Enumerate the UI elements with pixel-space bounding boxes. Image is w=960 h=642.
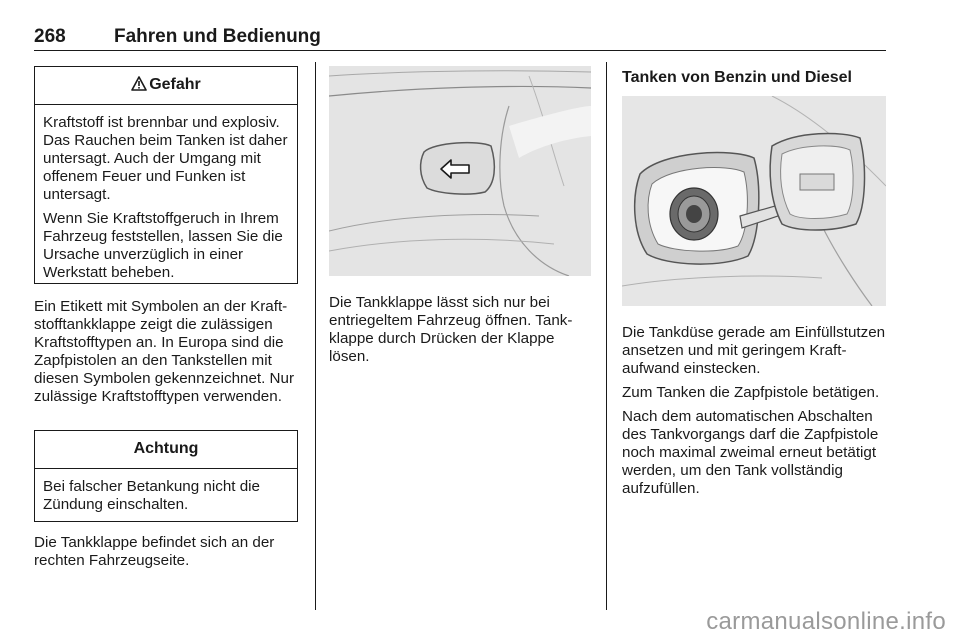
section-heading: Tanken von Benzin und Diesel — [622, 69, 852, 86]
caution-box-header — [35, 431, 297, 469]
refuel-paragraph: Die Tankdüse gerade am Einfüllstutzen ansetzen und mit geringem Kraftaufwand einstecken. — [622, 324, 886, 377]
danger-box-header — [35, 67, 297, 105]
page-number: 268 — [34, 26, 66, 47]
danger-box-title: Gefahr — [149, 76, 201, 93]
column-divider — [315, 62, 316, 610]
fuel-label-text: Ein Etikett mit Symbolen an der Kraftstofftankklappe zeigt die zulässigen Kraftstofftypen an. In Europa sind die Zapfpistolen an den Tankstellen mit diesen Symbolen gekennzeichnet. Nur zulässige Kraftstofftypen verwenden. — [34, 298, 295, 405]
fuel-door-open-text: Die Tankklappe lässt sich nur bei entriegeltem Fahrzeug öffnen. Tankklappe durch Drücken der Klappe lösen. — [329, 294, 573, 365]
danger-box — [34, 66, 298, 284]
column-divider — [606, 62, 607, 610]
caution-paragraph: Bei falscher Betankung nicht die Zündung einschalten. — [43, 478, 260, 513]
watermark: carmanualsonline.info — [706, 608, 946, 635]
page-header — [34, 26, 886, 51]
fuel-door-location-text: Die Tankklappe befindet sich an der rechten Fahrzeugseite. — [34, 534, 275, 569]
page-title: Fahren und Bedienung — [114, 26, 321, 47]
refuel-paragraph: Zum Tanken die Zapfpistole betätigen. — [622, 384, 880, 401]
fuel-door-closed-illustration — [329, 66, 591, 276]
refuel-paragraph: Nach dem automatischen Abschalten des Tankvorgangs darf die Zapfpistole noch maximal zweimal erneut betätigt werden, um den Tank vollständig aufzufüllen. — [622, 408, 879, 497]
caution-box-title: Achtung — [133, 440, 199, 457]
fuel-door-open-illustration — [622, 96, 886, 306]
danger-paragraph: Wenn Sie Kraftstoffgeruch in Ihrem Fahrzeug feststellen, lassen Sie die Ursache unverzüglich in einer Werkstatt beheben. — [43, 210, 283, 281]
warning-triangle-icon — [131, 76, 147, 91]
caution-box — [34, 430, 298, 522]
car-side-fuel-door-icon — [329, 66, 591, 276]
danger-paragraph: Kraftstoff ist brennbar und explosiv. Das Rauchen beim Tanken ist daher untersagt. Auch der Umgang mit offenem Feuer und Funken ist untersagt. — [43, 114, 288, 203]
fuel-filler-neck-icon — [622, 96, 886, 306]
